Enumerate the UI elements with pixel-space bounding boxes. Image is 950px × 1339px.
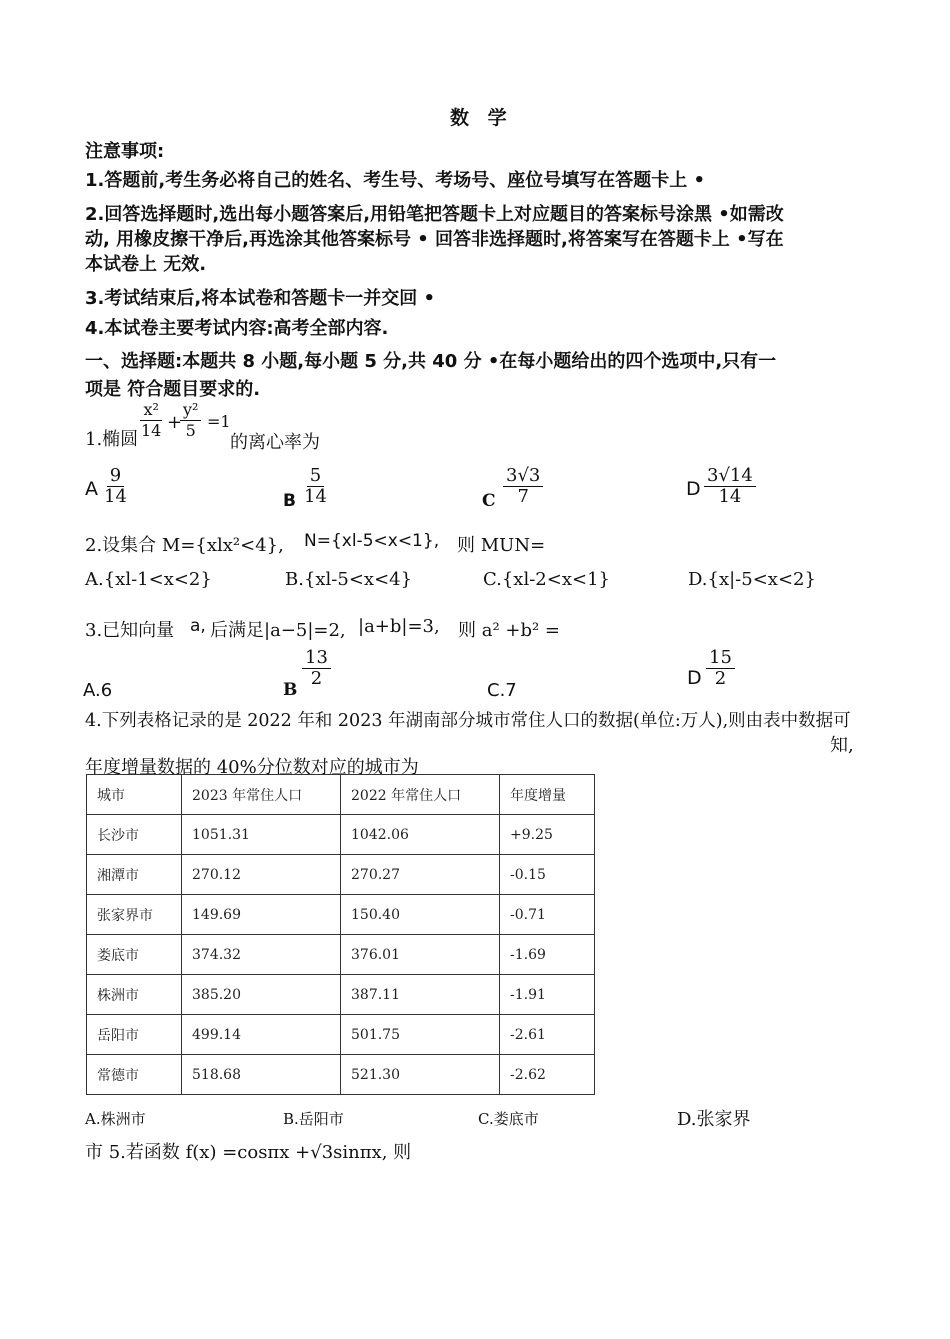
q4-option-c: C.娄底市 bbox=[478, 1110, 539, 1128]
q1-option-d-den: 14 bbox=[718, 486, 742, 507]
q2-stem-b: N={xl-5<x<1}, bbox=[304, 531, 440, 551]
table-header-cell: 2022 年常住人口 bbox=[341, 775, 500, 815]
q1-option-b-den: 14 bbox=[304, 486, 327, 507]
table-cell: 常德市 bbox=[87, 1055, 182, 1095]
q1-equals: =1 bbox=[207, 412, 231, 431]
table-cell: 娄底市 bbox=[87, 935, 182, 975]
q3-option-c: C.7 bbox=[487, 680, 517, 701]
q1-option-b-letter: B bbox=[283, 491, 296, 511]
q1-option-b-num: 5 bbox=[307, 466, 324, 487]
population-table bbox=[86, 774, 595, 1095]
q1-option-a-frac bbox=[101, 466, 130, 507]
q2-option-d: D.{x|-5<x<2} bbox=[688, 569, 816, 590]
q1-frac-y-den: 5 bbox=[185, 421, 196, 440]
table-cell: 376.01 bbox=[341, 935, 500, 975]
table-cell: 株洲市 bbox=[87, 975, 182, 1015]
note-4: 4.本试卷主要考试内容:高考全部内容. bbox=[85, 318, 389, 339]
q1-frac-y bbox=[180, 400, 201, 441]
table-cell: 长沙市 bbox=[87, 815, 182, 855]
note-2-line-2: 动, 用橡皮擦干净后,再选涂其他答案标号 • 回答非选择题时,将答案写在答题卡上 •写在 bbox=[85, 229, 784, 250]
q3-stem-a: 3.已知向量 bbox=[85, 620, 175, 641]
table-cell: -2.61 bbox=[500, 1015, 595, 1055]
table-row bbox=[87, 935, 595, 975]
q5-line: 市 5.若函数 f(x) =cosπx +√3sinπx, 则 bbox=[85, 1142, 412, 1163]
table-row bbox=[87, 1055, 595, 1095]
q3-option-b-num: 13 bbox=[302, 648, 331, 669]
q1-option-a-num: 9 bbox=[107, 466, 124, 487]
q4-option-b: B.岳阳市 bbox=[283, 1110, 344, 1128]
q2-option-a: A.{xl-1<x<2} bbox=[85, 569, 212, 590]
q4-option-a: A.株洲市 bbox=[85, 1110, 146, 1128]
q3-stem-d: |a+b|=3, bbox=[358, 616, 440, 637]
q1-frac-x bbox=[138, 400, 164, 441]
table-cell: 1042.06 bbox=[341, 815, 500, 855]
table-cell: 521.30 bbox=[341, 1055, 500, 1095]
table-cell: 岳阳市 bbox=[87, 1015, 182, 1055]
q1-option-c-den: 7 bbox=[517, 486, 529, 507]
q3-option-d-letter: D bbox=[687, 667, 702, 689]
section1-line-1: 一、选择题:本题共 8 小题,每小题 5 分,共 40 分 •在每小题给出的四个选项中,只有一 bbox=[85, 351, 777, 372]
q1-option-a-den: 14 bbox=[104, 486, 127, 507]
q3-option-b-den: 2 bbox=[310, 668, 323, 689]
q3-option-d-num: 15 bbox=[706, 648, 735, 669]
table-cell: +9.25 bbox=[500, 815, 595, 855]
q1-prefix: 1.椭圆 bbox=[85, 429, 139, 450]
q1-frac-x-den: 14 bbox=[141, 421, 162, 440]
q4-option-d: D.张家界 bbox=[677, 1109, 751, 1130]
q3-option-d-den: 2 bbox=[714, 668, 727, 689]
q1-option-d-letter: D bbox=[686, 478, 701, 500]
table-cell: 270.12 bbox=[182, 855, 341, 895]
q2-option-c: C.{xl-2<x<1} bbox=[483, 569, 610, 590]
table-cell: 270.27 bbox=[341, 855, 500, 895]
q3-stem-e: 则 a² +b² = bbox=[458, 620, 561, 641]
q1-option-c-frac bbox=[503, 466, 543, 507]
table-cell: -1.69 bbox=[500, 935, 595, 975]
table-cell: 499.14 bbox=[182, 1015, 341, 1055]
table-header-cell: 年度增量 bbox=[500, 775, 595, 815]
table-cell: 385.20 bbox=[182, 975, 341, 1015]
q4-stem-line-2: 年度增量数据的 40%分位数对应的城市为 bbox=[85, 757, 419, 778]
q1-frac-y-num: y² bbox=[180, 400, 201, 421]
q1-option-b-frac bbox=[301, 466, 330, 507]
table-cell: 501.75 bbox=[341, 1015, 500, 1055]
q1-option-d-num: 3√14 bbox=[704, 466, 756, 487]
q3-stem-b: a, bbox=[190, 616, 206, 636]
table-cell: -1.91 bbox=[500, 975, 595, 1015]
q2-stem-a: 2.设集合 M={xlx²<4}, bbox=[85, 535, 284, 556]
table-row bbox=[87, 855, 595, 895]
table-header-cell: 2023 年常住人口 bbox=[182, 775, 341, 815]
note-2-line-3: 本试卷上 无效. bbox=[85, 254, 207, 275]
table-cell: 1051.31 bbox=[182, 815, 341, 855]
q1-option-c-num: 3√3 bbox=[503, 466, 543, 487]
table-cell: 518.68 bbox=[182, 1055, 341, 1095]
table-row bbox=[87, 1015, 595, 1055]
q1-suffix: 的离心率为 bbox=[230, 432, 320, 453]
q1-option-c-letter: C bbox=[482, 491, 496, 511]
notes-heading: 注意事项: bbox=[85, 141, 165, 162]
q1-option-d-frac bbox=[704, 466, 756, 507]
q2-option-b: B.{xl-5<x<4} bbox=[285, 569, 413, 590]
table-cell: 150.40 bbox=[341, 895, 500, 935]
table-cell: 387.11 bbox=[341, 975, 500, 1015]
q3-option-d-frac bbox=[706, 648, 735, 689]
table-cell: -0.71 bbox=[500, 895, 595, 935]
q4-stem-line-1: 4.下列表格记录的是 2022 年和 2023 年湖南部分城市常住人口的数据(单位:万人),则由表中数据可 bbox=[85, 711, 851, 731]
table-cell: -0.15 bbox=[500, 855, 595, 895]
section1-line-2: 项是 符合题目要求的. bbox=[85, 379, 261, 400]
table-row bbox=[87, 895, 595, 935]
table-cell: 149.69 bbox=[182, 895, 341, 935]
q1-plus: + bbox=[167, 412, 183, 433]
note-1: 1.答题前,考生务必将自己的姓名、考生号、考场号、座位号填写在答题卡上 • bbox=[85, 170, 705, 191]
q1-frac-x-num: x² bbox=[140, 400, 161, 421]
q3-option-a: A.6 bbox=[83, 680, 113, 701]
table-cell: 湘潭市 bbox=[87, 855, 182, 895]
table-row bbox=[87, 815, 595, 855]
table-cell: -2.62 bbox=[500, 1055, 595, 1095]
table-row bbox=[87, 975, 595, 1015]
table-header-row bbox=[87, 775, 595, 815]
q2-stem-c: 则 MUN= bbox=[457, 535, 546, 556]
table-cell: 374.32 bbox=[182, 935, 341, 975]
page-title: 数 学 bbox=[450, 107, 513, 129]
q3-stem-c: 后满足|a−5|=2, bbox=[210, 620, 346, 641]
q4-stem-tail: 知, bbox=[830, 735, 854, 756]
note-2-line-1: 2.回答选择题时,选出每小题答案后,用铅笔把答题卡上对应题目的答案标号涂黑 •如需改 bbox=[85, 204, 784, 225]
q3-option-b-frac bbox=[302, 648, 331, 689]
table-header-cell: 城市 bbox=[87, 775, 182, 815]
note-3: 3.考试结束后,将本试卷和答题卡一并交回 • bbox=[85, 288, 435, 309]
q3-option-b-letter: B bbox=[283, 680, 298, 700]
q1-option-a-letter: A bbox=[85, 478, 98, 500]
table-cell: 张家界市 bbox=[87, 895, 182, 935]
